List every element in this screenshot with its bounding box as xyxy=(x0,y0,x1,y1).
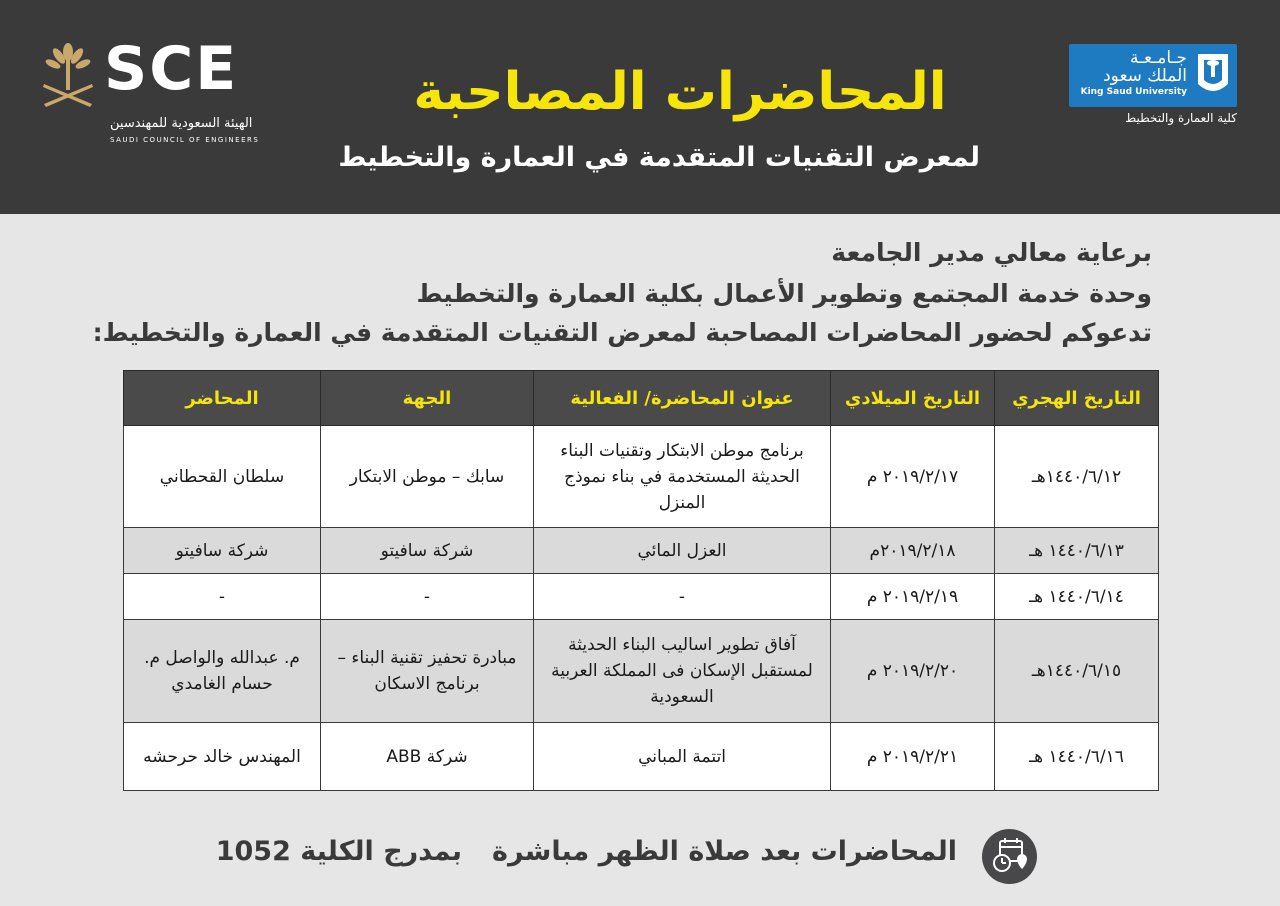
cell-organization: شركة ABB xyxy=(321,723,534,791)
table-row xyxy=(124,574,1159,620)
cell-gregorian-date: ٢٠١٩/٢/٢١ م xyxy=(831,723,995,791)
cell-gregorian-date: ٢٠١٩/٢/١٨م xyxy=(831,528,995,574)
cell-gregorian-date: ٢٠١٩/٢/١٧ م xyxy=(831,426,995,528)
cell-organization: - xyxy=(321,574,534,620)
sce-logo xyxy=(38,34,278,150)
cell-lecturer: المهندس خالد حرحشه xyxy=(124,723,321,791)
header-gregorian-date: التاريخ الميلادي xyxy=(831,371,995,426)
footer-note xyxy=(216,836,957,867)
patronage-line: برعاية معالي مدير الجامعة xyxy=(831,238,1152,267)
cell-lecture-title: العزل المائي xyxy=(534,528,831,574)
cell-gregorian-date: ٢٠١٩/٢/١٩ م xyxy=(831,574,995,620)
cell-lecturer: - xyxy=(124,574,321,620)
cell-organization: شركة سافيتو xyxy=(321,528,534,574)
sub-title: لمعرض التقنيات المتقدمة في العمارة والتخطيط xyxy=(338,142,980,173)
cell-hijri-date: ١٤٤٠/٦/١٢هـ xyxy=(995,426,1159,528)
ksu-arabic-line2: الملك سعود xyxy=(1103,66,1187,86)
main-title: المحاضرات المصاحبة xyxy=(413,62,947,122)
footer-location-text: بمدرج الكلية 1052 xyxy=(215,836,463,867)
table-row xyxy=(124,620,1159,723)
cell-gregorian-date: ٢٠١٩/٢/٢٠ م xyxy=(831,620,995,723)
cell-organization: سابك – موطن الابتكار xyxy=(321,426,534,528)
header-banner xyxy=(0,0,1280,214)
lectures-table xyxy=(123,370,1159,791)
header-lecture-title: عنوان المحاضرة/ الفعالية xyxy=(534,371,831,426)
table-row xyxy=(124,426,1159,528)
invitation-line: تدعوكم لحضور المحاضرات المصاحبة لمعرض التقنيات المتقدمة في العمارة والتخطيط: xyxy=(92,318,1152,347)
ksu-seal-icon xyxy=(1196,50,1230,100)
ksu-arabic-line1: جـامـعـة xyxy=(1129,48,1187,68)
header-hijri-date: التاريخ الهجري xyxy=(995,371,1159,426)
footer-time-text: المحاضرات بعد صلاة الظهر مباشرة xyxy=(492,836,957,867)
header-organization: الجهة xyxy=(321,371,534,426)
header-lecturer: المحاضر xyxy=(124,371,321,426)
cell-lecture-title: آفاق تطوير اساليب البناء الحديثة لمستقبل الإسكان فى المملكة العربية السعودية xyxy=(534,620,831,723)
cell-lecturer: شركة سافيتو xyxy=(124,528,321,574)
cell-lecturer: م. عبدالله والواصل م. حسام الغامدي xyxy=(124,620,321,723)
cell-hijri-date: ١٤٤٠/٦/١٣ هـ xyxy=(995,528,1159,574)
calendar-clock-icon xyxy=(982,829,1037,884)
cell-lecture-title: اتتمة المباني xyxy=(534,723,831,791)
table-row xyxy=(124,723,1159,791)
sce-english-name: SAUDI COUNCIL OF ENGINEERS xyxy=(110,136,260,144)
cell-hijri-date: ١٤٤٠/٦/١٥هـ xyxy=(995,620,1159,723)
cell-lecture-title: برنامج موطن الابتكار وتقنيات البناء الحديثة المستخدمة في بناء نموذج المنزل xyxy=(534,426,831,528)
ksu-logo xyxy=(1069,44,1237,107)
table-row xyxy=(124,528,1159,574)
ksu-faculty-name: كلية العمارة والتخطيط xyxy=(1125,111,1237,125)
cell-lecture-title: - xyxy=(534,574,831,620)
cell-lecturer: سلطان القحطاني xyxy=(124,426,321,528)
ksu-english-name: King Saud University xyxy=(1080,87,1187,97)
table-header-row xyxy=(124,371,1159,426)
cell-hijri-date: ١٤٤٠/٦/١٦ هـ xyxy=(995,723,1159,791)
sce-arabic-name: الهيئة السعودية للمهندسين xyxy=(110,116,253,131)
cell-hijri-date: ١٤٤٠/٦/١٤ هـ xyxy=(995,574,1159,620)
organizer-line: وحدة خدمة المجتمع وتطوير الأعمال بكلية العمارة والتخطيط xyxy=(416,279,1152,308)
palm-swords-icon xyxy=(38,42,98,112)
cell-organization: مبادرة تحفيز تقنية البناء – برنامج الاسكان xyxy=(321,620,534,723)
sce-wordmark: SCE xyxy=(104,34,239,104)
